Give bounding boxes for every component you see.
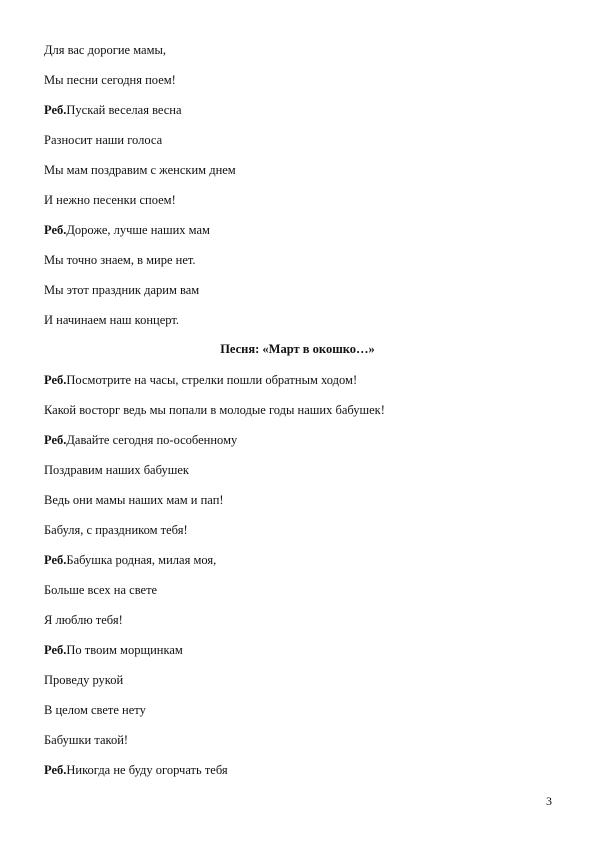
line-text: Мы песни сегодня поем! — [44, 73, 176, 87]
line-text: Я люблю тебя! — [44, 613, 123, 627]
text-line — [44, 642, 554, 658]
song-heading: Песня: «Март в окошко…» — [220, 342, 375, 356]
speaker-label: Реб. — [44, 223, 67, 237]
text-line — [44, 432, 554, 448]
text-line — [44, 402, 554, 418]
speaker-label: Реб. — [44, 763, 67, 777]
line-text: Бабуля, с праздником тебя! — [44, 523, 188, 537]
text-line — [44, 522, 554, 538]
text-line — [44, 462, 554, 478]
text-line — [44, 372, 554, 388]
text-line — [44, 72, 554, 88]
text-line — [44, 132, 554, 148]
text-line — [44, 42, 554, 58]
speaker-label: Реб. — [44, 433, 67, 447]
text-line — [44, 552, 554, 568]
text-line — [44, 732, 554, 748]
text-line — [44, 282, 554, 298]
line-text: Ведь они мамы наших мам и пап! — [44, 493, 224, 507]
speaker-label: Реб. — [44, 373, 67, 387]
line-text: Мы мам поздравим с женским днем — [44, 163, 236, 177]
line-text: Давайте сегодня по-особенному — [66, 433, 238, 447]
text-line — [44, 762, 554, 778]
text-line — [44, 492, 554, 508]
line-text: Никогда не буду огорчать тебя — [66, 763, 228, 777]
speaker-label: Реб. — [44, 643, 67, 657]
line-text: Для вас дорогие мамы, — [44, 43, 167, 57]
speaker-label: Реб. — [44, 553, 67, 567]
line-text: Мы этот праздник дарим вам — [44, 283, 200, 297]
line-text: Какой восторг ведь мы попали в молодые годы наших бабушек! — [44, 403, 385, 417]
text-line — [44, 192, 554, 208]
line-text: И начинаем наш концерт. — [44, 313, 180, 327]
line-text: Мы точно знаем, в мире нет. — [44, 253, 196, 267]
line-text: По твоим морщинкам — [66, 643, 183, 657]
line-text: Бабушки такой! — [44, 733, 129, 747]
line-text: Больше всех на свете — [44, 583, 158, 597]
text-line — [44, 312, 554, 328]
line-text: Бабушка родная, милая моя, — [66, 553, 217, 567]
line-text: В целом свете нету — [44, 703, 146, 717]
line-text: Дороже, лучше наших мам — [66, 223, 210, 237]
text-line — [44, 252, 554, 268]
text-line — [44, 672, 554, 688]
text-line — [44, 162, 554, 178]
line-text: Поздравим наших бабушек — [44, 463, 189, 477]
text-line — [44, 582, 554, 598]
page-number: 3 — [546, 794, 552, 808]
text-line — [44, 612, 554, 628]
line-text: Проведу рукой — [44, 673, 124, 687]
text-line — [44, 702, 554, 718]
line-text: Пускай веселая весна — [66, 103, 182, 117]
line-text: И нежно песенки споем! — [44, 193, 176, 207]
line-text: Посмотрите на часы, стрелки пошли обратным ходом! — [66, 373, 358, 387]
speaker-label: Реб. — [44, 103, 67, 117]
text-line — [44, 222, 554, 238]
text-line — [44, 102, 554, 118]
line-text: Разносит наши голоса — [44, 133, 163, 147]
